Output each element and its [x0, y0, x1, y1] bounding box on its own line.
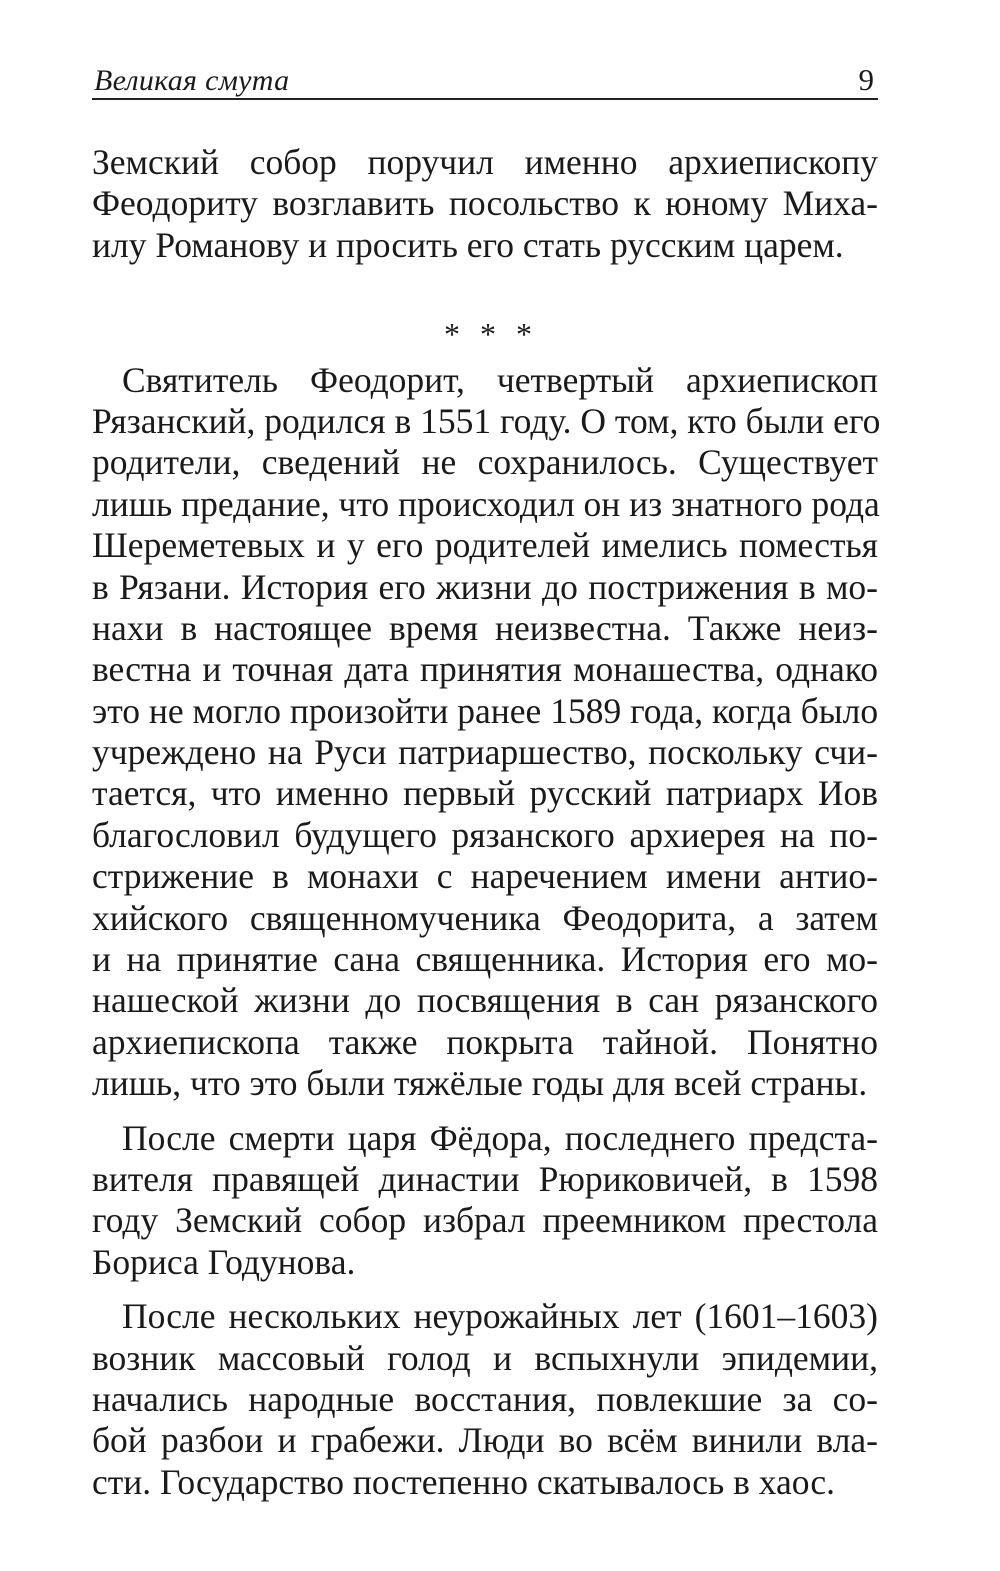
- text-line: Рязанский, родился в 1551 году. О том, кто были его: [92, 400, 881, 441]
- text-line: илу Романову и просить его стать русским царем.: [92, 224, 844, 265]
- text-line: лишь, что это были тяжёлые годы для всей страны.: [92, 1063, 868, 1104]
- text-line: стрижение в монахи с наречением имени антио-: [92, 856, 878, 897]
- text-line: вителя правящей династии Рюриковичей, в 1598: [92, 1158, 878, 1199]
- text-line: благословил будущего рязанского архиерея на по-: [92, 814, 878, 855]
- text-line: Святитель Феодорит, четвертый архиепископ: [122, 359, 878, 400]
- section-separator: * * *: [444, 316, 538, 353]
- text-line: После нескольких неурожайных лет (1601–1603): [122, 1296, 878, 1337]
- text-line: Феодориту возглавить посольство к юному Миха-: [92, 183, 878, 224]
- text-line: хийского священномученика Феодорита, а затем: [92, 897, 878, 938]
- text-line: бой разбои и грабежи. Люди во всём винили вла-: [92, 1420, 878, 1461]
- text-line: После смерти царя Фёдора, последнего предста-: [122, 1117, 878, 1158]
- paragraph-1: [92, 142, 878, 266]
- text-line: нахи в настоящее время неизвестна. Также неиз-: [92, 607, 878, 648]
- text-line: Бориса Годунова.: [92, 1241, 356, 1282]
- body-text: [92, 142, 881, 1503]
- text-line: нашеской жизни до посвящения в сан рязанского: [92, 980, 878, 1021]
- paragraph-2: [92, 359, 881, 1105]
- text-line: Земский собор поручил именно архиепископу: [92, 142, 878, 182]
- text-line: учреждено на Руси патриаршество, поскольку счи-: [92, 732, 878, 773]
- text-line: возник массовый голод и вспыхнули эпидемии,: [92, 1337, 878, 1378]
- text-line: родители, сведений не сохранилось. Существует: [92, 442, 878, 483]
- text-line: начались народные восстания, повлекшие за со-: [92, 1378, 878, 1419]
- text-line: сти. Государство постепенно скатывалось в хаос.: [92, 1461, 836, 1502]
- running-title: Великая смута: [94, 64, 290, 97]
- running-header: [92, 62, 878, 100]
- text-line: лишь предание, что происходил он из знатного рода: [92, 483, 880, 524]
- text-line: вестна и точная дата принятия монашества, однако: [92, 649, 878, 690]
- text-line: архиепископа также покрыта тайной. Понятно: [92, 1021, 878, 1062]
- text-line: и на принятие сана священника. История его мо-: [92, 939, 878, 980]
- text-line: тается, что именно первый русский патриарх Иов: [92, 773, 878, 814]
- paragraph-3: [92, 1118, 878, 1284]
- paragraph-4: [92, 1296, 878, 1503]
- text-line: в Рязани. История его жизни до пострижения в мо-: [92, 566, 878, 607]
- text-line: это не могло произойти ранее 1589 года, когда было: [92, 690, 879, 731]
- text-line: году Земский собор избрал преемником престола: [92, 1200, 878, 1241]
- text-line: Шереметевых и у его родителей имелись поместья: [92, 525, 878, 566]
- page-number: 9: [858, 62, 874, 97]
